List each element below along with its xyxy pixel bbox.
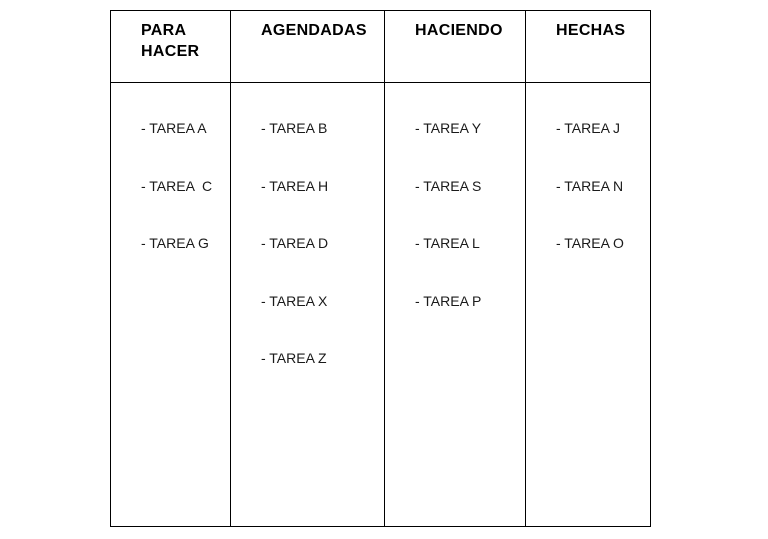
task-item: - TAREA B [261, 120, 328, 136]
task-item: - TAREA S [415, 177, 482, 194]
task-list [261, 120, 328, 408]
column-title: AGENDADAS [261, 22, 367, 39]
task-item: - TAREA O [556, 235, 624, 251]
task-list [556, 120, 624, 293]
task-item: - TAREA X [261, 292, 328, 309]
task-list [415, 120, 481, 350]
column-para-hacer [111, 11, 230, 526]
column-title: PARA HACER [141, 22, 200, 60]
task-item: - TAREA H [261, 177, 329, 194]
column-haciendo [384, 11, 525, 526]
task-item: - TAREA C [141, 177, 213, 194]
task-item: - TAREA G [141, 235, 209, 251]
task-item: - TAREA P [415, 292, 482, 309]
task-item: - TAREA A [141, 120, 207, 136]
column-title: HECHAS [556, 22, 626, 39]
task-item: - TAREA Y [415, 120, 482, 136]
task-item: - TAREA N [556, 177, 624, 194]
task-list [141, 120, 212, 293]
task-item: - TAREA Z [261, 350, 327, 366]
column-agendadas [230, 11, 384, 526]
task-item: - TAREA D [261, 235, 329, 251]
column-hechas [525, 11, 650, 526]
column-title: HACIENDO [415, 22, 503, 39]
kanban-board [110, 10, 651, 527]
task-item: - TAREA J [556, 120, 621, 136]
task-item: - TAREA L [415, 235, 480, 251]
